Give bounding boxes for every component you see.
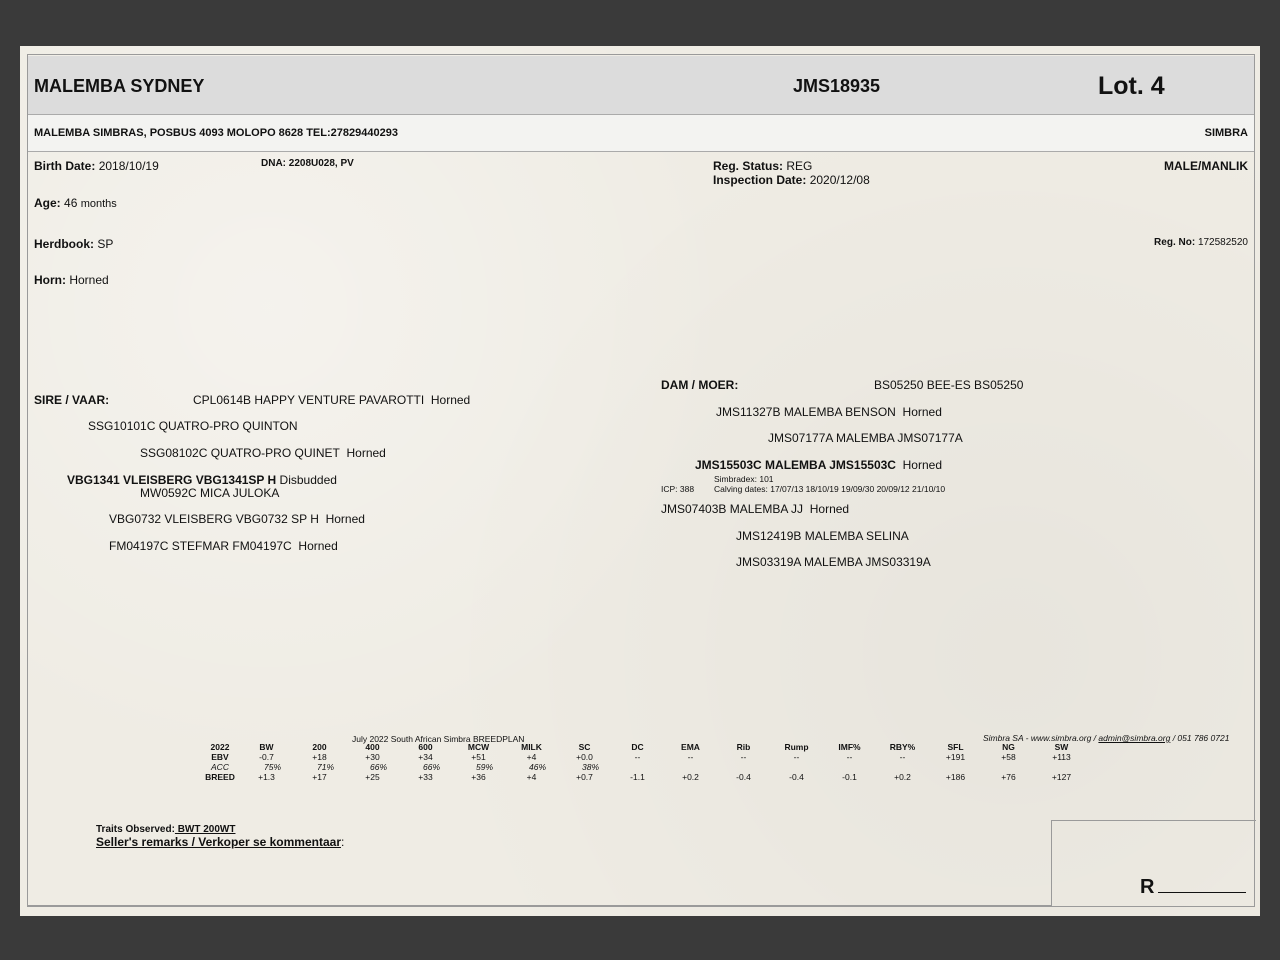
ebv-cell [1035, 762, 1088, 772]
ebv-cell: +4 [526, 772, 537, 782]
dam-main [695, 459, 942, 471]
herdbook-value: SP [97, 237, 114, 251]
sire-sire-sire [140, 447, 386, 459]
ebv-cell: +25 [365, 772, 380, 782]
herdbook [34, 238, 113, 250]
ebv-year: 2022 [210, 742, 230, 752]
horn [34, 274, 109, 286]
ebv-cell: 66% [422, 762, 440, 772]
ebv-cell: -- [793, 752, 800, 762]
ebv-cell [876, 762, 929, 772]
ebv-cell: 38% [581, 762, 599, 772]
calving-dates: Calving dates: 17/07/13 18/10/19 19/09/30 20/09/12 21/10/10 [714, 484, 946, 494]
traits-label: Traits Observed: [96, 824, 175, 835]
ebv-cell: +127 [1051, 772, 1072, 782]
icp: ICP: 388 [661, 484, 695, 494]
ebv-cell [929, 762, 982, 772]
simbradex: Simbradex: 101 [714, 474, 774, 484]
birth-date-label: Birth Date: [34, 159, 96, 173]
ebv-cell: 75% [263, 762, 281, 772]
ebv-header-ng: NG [1002, 742, 1015, 752]
ebv-cell: 66% [369, 762, 387, 772]
ebv-cell [717, 762, 770, 772]
owner-info: MALEMBA SIMBRAS, POSBUS 4093 MOLOPO 8628 TEL:27829440293 [34, 127, 398, 139]
ebv-row-label: BREED [205, 772, 235, 782]
ebv-cell: 59% [475, 762, 493, 772]
ebv-header-rby-pct: RBY% [889, 742, 916, 752]
age-value: 46 [64, 196, 78, 210]
reg-no [1154, 238, 1248, 248]
reg-status-value: REG [786, 159, 813, 173]
ebv-cell: 46% [528, 762, 546, 772]
sire-dam [67, 474, 337, 486]
bottom-divider [28, 905, 1052, 906]
age-label: Age: [34, 196, 61, 210]
ebv-cell: +30 [365, 752, 380, 762]
contact-email[interactable]: admin@simbra.org [1098, 733, 1171, 743]
sire-dam-dam-1-text: VBG0732 VLEISBERG VBG0732 SP H [109, 512, 319, 526]
ebv-header-sfl: SFL [947, 742, 964, 752]
contact-prefix: Simbra SA - www.simbra.org / [983, 733, 1099, 743]
remarks-label: Seller's remarks / Verkoper se kommentaar [96, 835, 341, 849]
age [34, 197, 117, 210]
birth-date [34, 160, 159, 172]
ebv-row-label: ACC [211, 762, 229, 772]
ebv-cell: +36 [471, 772, 486, 782]
traits-value: BWT 200WT [174, 824, 236, 835]
ebv-row-ebv [200, 752, 1088, 762]
breed: SIMBRA [1204, 127, 1248, 139]
horn-value: Horned [69, 273, 109, 287]
dam-dam [661, 503, 849, 515]
herdbook-label: Herdbook: [34, 237, 94, 251]
sire-dam-dam-1 [109, 513, 365, 525]
ebv-header-bw: BW [259, 742, 274, 752]
dam-sire [716, 406, 942, 418]
ebv-cell: -0.4 [736, 772, 751, 782]
dam-sire-horn: Horned [902, 405, 942, 419]
age-unit: months [80, 198, 117, 210]
ebv-cell: +34 [418, 752, 433, 762]
reg-status-label: Reg. Status: [713, 159, 784, 173]
ebv-cell: +113 [1052, 752, 1071, 762]
sire-label: SIRE / VAAR: [34, 393, 110, 407]
ebv-header-imf-pct: IMF% [838, 742, 861, 752]
breedplan-caption: July 2022 South African Simbra BREEDPLAN [352, 734, 525, 744]
ebv-cell: +0.7 [576, 772, 593, 782]
reg-no-label: Reg. No: [1154, 237, 1196, 248]
lot-number: Lot. 4 [1098, 72, 1165, 100]
dam-name: BS05250 BEE-ES BS05250 [874, 378, 1024, 392]
ebv-header-ema: EMA [681, 742, 700, 752]
sire-name-text: CPL0614B HAPPY VENTURE PAVAROTTI [193, 393, 425, 407]
horn-label: Horn: [34, 273, 66, 287]
sire-dam-dam-2 [109, 540, 338, 552]
ebv-cell: -- [846, 752, 853, 762]
sire-sire-sire-horn: Horned [346, 446, 386, 460]
ebv-cell: -0.1 [842, 772, 857, 782]
ebv-cell: +186 [945, 772, 966, 782]
remarks-colon: : [341, 835, 345, 849]
sex: MALE/MANLIK [1164, 159, 1248, 173]
ebv-header-200: 200 [312, 742, 327, 752]
ebv-cell: +0.0 [576, 752, 593, 762]
ebv-header-rump: Rump [784, 742, 809, 752]
sire-dam-dam-2-text: FM04197C STEFMAR FM04197C [109, 539, 292, 553]
ebv-cell: -- [634, 752, 641, 762]
ebv-row-acc [200, 762, 1088, 772]
birth-date-value: 2018/10/19 [98, 159, 159, 173]
reg-status [713, 160, 812, 172]
lot-card [20, 46, 1260, 916]
dam-dam-text: JMS07403B MALEMBA JJ [661, 502, 804, 516]
ebv-header-row [200, 742, 1088, 752]
sire-dam-text: VBG1341 VLEISBERG VBG1341SP H [67, 473, 277, 487]
seller-remarks [96, 836, 344, 848]
sire-dam-horn: Disbudded [279, 473, 337, 487]
ebv-cell [611, 762, 664, 772]
ebv-cell [770, 762, 823, 772]
ebv-cell: -- [740, 752, 747, 762]
ebv-cell [823, 762, 876, 772]
ebv-cell: +0.2 [894, 772, 911, 782]
dam-label: DAM / MOER: [661, 378, 739, 392]
ebv-cell [982, 762, 1035, 772]
ebv-header-sc: SC [578, 742, 591, 752]
ebv-header-600: 600 [418, 742, 433, 752]
ebv-cell: +4 [526, 752, 537, 762]
animal-name: MALEMBA SYDNEY [34, 76, 205, 96]
price-line [1158, 891, 1246, 893]
price-field[interactable] [1140, 877, 1246, 897]
dam-sire-text: JMS11327B MALEMBA BENSON [716, 405, 896, 419]
dna-info: DNA: 2208U028, PV [261, 158, 354, 169]
ebv-cell: +17 [312, 772, 327, 782]
ebv-header-mcw: MCW [467, 742, 490, 752]
ebv-header-rib: Rib [736, 742, 751, 752]
ebv-cell: 71% [316, 762, 334, 772]
dam-main-text: JMS15503C MALEMBA JMS15503C [695, 458, 896, 472]
dam-dam-dam: JMS03319A MALEMBA JMS03319A [736, 555, 931, 569]
dam-dam-sire: JMS12419B MALEMBA SELINA [736, 529, 909, 543]
ebv-cell: +18 [312, 752, 327, 762]
ebv-cell: +58 [1001, 752, 1016, 762]
traits-observed [96, 825, 235, 835]
ebv-cell: +51 [471, 752, 486, 762]
ebv-cell: +0.2 [682, 772, 699, 782]
contact-suffix: / 051 786 0721 [1170, 733, 1230, 743]
sire-sire-sire-text: SSG08102C QUATRO-PRO QUINET [140, 446, 340, 460]
price-currency: R [1140, 876, 1155, 898]
ebv-cell: -1.1 [630, 772, 645, 782]
inspection-date-value: 2020/12/08 [809, 173, 870, 187]
ebv-header-dc: DC [631, 742, 644, 752]
sire-dam-dam-1-horn: Horned [325, 512, 365, 526]
sire-dam-sire: MW0592C MICA JULOKA [140, 486, 280, 500]
ebv-cell: +76 [1001, 772, 1016, 782]
ebv-cell: -0.4 [789, 772, 804, 782]
ebv-cell [664, 762, 717, 772]
ebv-cell: -- [687, 752, 694, 762]
reg-no-value: 172582520 [1197, 237, 1248, 248]
ebv-header-milk: MILK [521, 742, 542, 752]
inspection-date-label: Inspection Date: [713, 173, 807, 187]
ebv-cell: +1.3 [258, 772, 275, 782]
inspection-date [713, 174, 870, 186]
sire-dam-dam-2-horn: Horned [298, 539, 338, 553]
dam-dam-horn: Horned [809, 502, 850, 516]
ebv-row-label: EBV [211, 752, 229, 762]
header-band [28, 56, 1254, 115]
ebv-cell: +191 [945, 752, 966, 762]
sire-name [193, 394, 470, 406]
ebv-cell: -- [899, 752, 906, 762]
dam-main-horn: Horned [902, 458, 942, 472]
ebv-row-breed [200, 772, 1088, 782]
ebv-header-sw: SW [1054, 742, 1069, 752]
ebv-table [200, 742, 1088, 782]
animal-id: JMS18935 [793, 76, 881, 96]
ebv-cell: +33 [418, 772, 433, 782]
dam-sire-sire: JMS07177A MALEMBA JMS07177A [768, 431, 963, 445]
ebv-table-wrap [200, 742, 1088, 782]
sire-sire: SSG10101C QUATRO-PRO QUINTON [88, 419, 298, 433]
sire-horn: Horned [430, 393, 471, 407]
ebv-header-400: 400 [365, 742, 380, 752]
ebv-cell: -0.7 [259, 752, 274, 762]
